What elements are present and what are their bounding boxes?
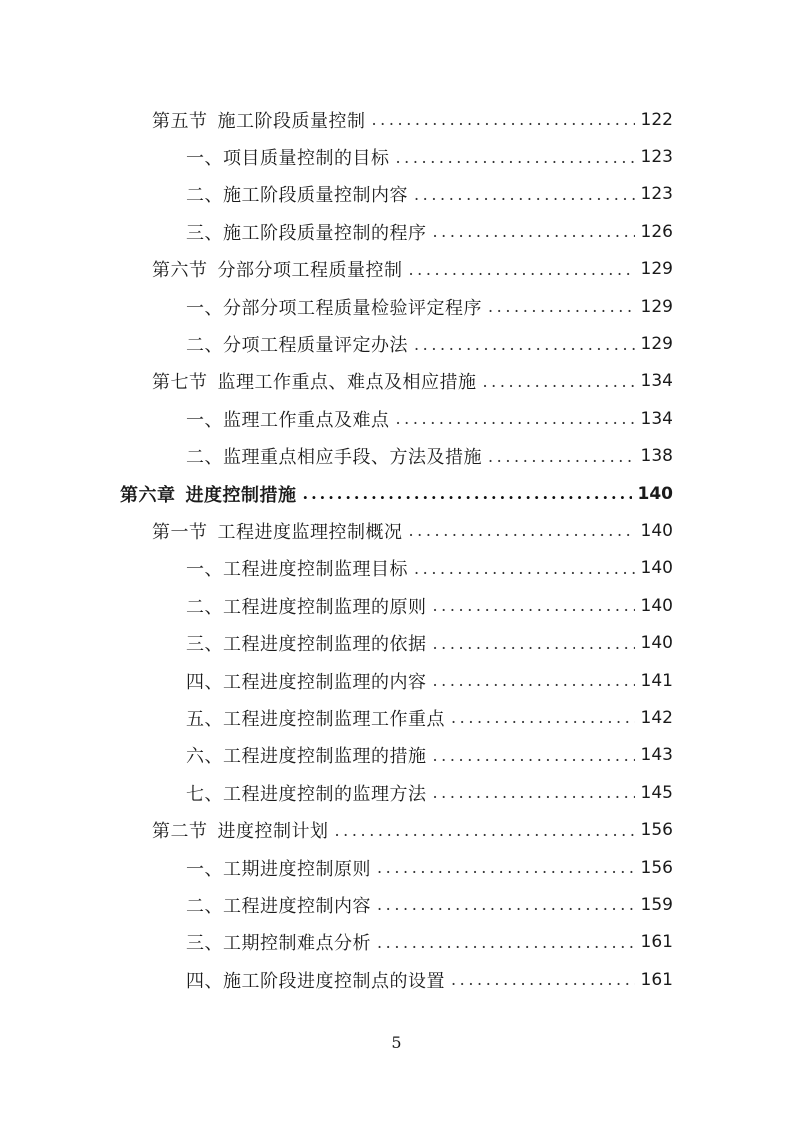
toc-entry-label xyxy=(186,181,408,207)
toc-entry-label xyxy=(186,555,408,581)
toc-dot-leader xyxy=(303,484,632,503)
toc-subsection-entry[interactable] xyxy=(0,213,793,250)
toc-entry-page: 159 xyxy=(640,894,673,915)
toc-subsection-entry[interactable] xyxy=(0,550,793,587)
toc-entry-title: 工期控制难点分析 xyxy=(223,933,371,955)
toc-entry-title: 监理工作重点及难点 xyxy=(223,409,390,431)
toc-dot-leader xyxy=(488,297,635,316)
toc-entry-title: 监理工作重点、难点及相应措施 xyxy=(217,372,477,394)
toc-subsection-entry[interactable] xyxy=(0,325,793,362)
toc-entry-page: 145 xyxy=(640,782,673,803)
toc-dot-leader xyxy=(372,110,635,129)
toc-subsection-entry[interactable] xyxy=(0,138,793,175)
toc-entry-label xyxy=(186,219,427,245)
toc-entry-label xyxy=(186,593,427,619)
toc-subsection-entry[interactable] xyxy=(0,961,793,998)
page-number: 5 xyxy=(391,1033,402,1052)
toc-dot-leader xyxy=(433,746,635,765)
toc-entry-number: 五、 xyxy=(186,708,223,730)
toc-dot-leader xyxy=(377,858,635,877)
toc-subsection-entry[interactable] xyxy=(0,438,793,475)
toc-entry-page: 141 xyxy=(640,670,673,691)
toc-entry-number: 一、 xyxy=(186,297,223,319)
toc-entry-page: 138 xyxy=(640,446,673,467)
toc-subsection-entry[interactable] xyxy=(0,624,793,661)
toc-entry-number: 二、 xyxy=(186,596,223,618)
toc-entry-page: 122 xyxy=(640,109,673,130)
toc-dot-leader xyxy=(433,596,635,615)
toc-entry-title: 工程进度控制内容 xyxy=(223,895,371,917)
toc-entry-number: 第六章 xyxy=(120,484,176,506)
toc-section-entry[interactable] xyxy=(0,363,793,400)
toc-entry-title: 进度控制计划 xyxy=(217,821,329,843)
toc-dot-leader xyxy=(409,521,635,540)
toc-entry-title: 工程进度监理控制概况 xyxy=(217,521,403,543)
toc-dot-leader xyxy=(433,671,635,690)
table-of-contents xyxy=(0,101,793,998)
toc-entry-page: 129 xyxy=(640,296,673,317)
toc-entry-title: 工程进度控制的监理方法 xyxy=(223,783,427,805)
toc-subsection-entry[interactable] xyxy=(0,849,793,886)
toc-entry-number: 七、 xyxy=(186,783,223,805)
toc-entry-title: 分项工程质量评定办法 xyxy=(223,335,408,357)
toc-entry-number: 第七节 xyxy=(152,372,208,394)
toc-entry-title: 监理重点相应手段、方法及措施 xyxy=(223,447,482,469)
toc-entry-number: 二、 xyxy=(186,895,223,917)
toc-entry-label xyxy=(186,144,390,170)
toc-subsection-entry[interactable] xyxy=(0,737,793,774)
toc-entry-number: 四、 xyxy=(186,970,223,992)
toc-entry-number: 二、 xyxy=(186,335,223,357)
toc-subsection-entry[interactable] xyxy=(0,587,793,624)
toc-entry-number: 一、 xyxy=(186,409,223,431)
toc-entry-title: 工程进度控制监理的依据 xyxy=(223,634,427,656)
toc-entry-page: 140 xyxy=(637,483,673,504)
toc-entry-title: 进度控制措施 xyxy=(185,484,297,506)
toc-entry-label xyxy=(152,817,329,843)
toc-dot-leader xyxy=(433,222,635,241)
toc-entry-number: 二、 xyxy=(186,447,223,469)
toc-dot-leader xyxy=(483,372,635,391)
toc-entry-title: 工期进度控制原则 xyxy=(223,858,371,880)
toc-entry-page: 156 xyxy=(640,820,673,841)
toc-subsection-entry[interactable] xyxy=(0,400,793,437)
toc-dot-leader xyxy=(451,970,635,989)
toc-entry-label xyxy=(186,967,445,993)
toc-dot-leader xyxy=(414,559,635,578)
toc-subsection-entry[interactable] xyxy=(0,924,793,961)
toc-entry-page: 142 xyxy=(640,707,673,728)
toc-entry-number: 三、 xyxy=(186,933,223,955)
toc-entry-page: 161 xyxy=(640,932,673,953)
toc-entry-label xyxy=(186,294,482,320)
toc-entry-label xyxy=(186,780,427,806)
toc-entry-number: 六、 xyxy=(186,746,223,768)
toc-entry-number: 第五节 xyxy=(152,110,208,132)
toc-section-entry[interactable] xyxy=(0,101,793,138)
toc-entry-title: 项目质量控制的目标 xyxy=(223,148,390,170)
toc-entry-title: 工程进度控制监理工作重点 xyxy=(223,708,445,730)
toc-dot-leader xyxy=(414,335,635,354)
toc-entry-title: 施工阶段质量控制的程序 xyxy=(223,222,427,244)
toc-entry-number: 二、 xyxy=(186,185,223,207)
toc-entry-label xyxy=(186,705,445,731)
toc-entry-title: 施工阶段质量控制内容 xyxy=(223,185,408,207)
toc-entry-title: 施工阶段进度控制点的设置 xyxy=(223,970,445,992)
toc-entry-page: 161 xyxy=(640,969,673,990)
toc-entry-label xyxy=(152,107,366,133)
toc-entry-number: 第二节 xyxy=(152,821,208,843)
toc-entry-page: 129 xyxy=(640,334,673,355)
toc-entry-number: 第一节 xyxy=(152,521,208,543)
toc-entry-page: 156 xyxy=(640,857,673,878)
toc-entry-label xyxy=(186,668,427,694)
toc-subsection-entry[interactable] xyxy=(0,774,793,811)
toc-entry-title: 分部分项工程质量检验评定程序 xyxy=(223,297,482,319)
toc-dot-leader xyxy=(409,260,635,279)
toc-subsection-entry[interactable] xyxy=(0,662,793,699)
toc-entry-title: 工程进度控制监理的原则 xyxy=(223,596,427,618)
toc-entry-label xyxy=(186,892,371,918)
toc-entry-label xyxy=(186,855,371,881)
toc-dot-leader xyxy=(433,783,635,802)
toc-entry-label xyxy=(152,256,403,282)
toc-entry-label xyxy=(186,331,408,357)
toc-section-entry[interactable] xyxy=(0,811,793,848)
toc-entry-number: 三、 xyxy=(186,222,223,244)
toc-chapter-entry[interactable] xyxy=(0,475,793,512)
toc-dot-leader xyxy=(396,148,635,167)
toc-entry-label xyxy=(186,929,371,955)
toc-entry-title: 施工阶段质量控制 xyxy=(217,110,366,132)
toc-entry-number: 一、 xyxy=(186,148,223,170)
toc-dot-leader xyxy=(377,933,635,952)
toc-entry-label xyxy=(186,443,482,469)
toc-dot-leader xyxy=(377,895,635,914)
toc-subsection-entry[interactable] xyxy=(0,176,793,213)
toc-entry-number: 一、 xyxy=(186,858,223,880)
toc-entry-page: 143 xyxy=(640,745,673,766)
toc-entry-number: 一、 xyxy=(186,559,223,581)
toc-entry-page: 140 xyxy=(640,595,673,616)
toc-dot-leader xyxy=(451,708,635,727)
toc-subsection-entry[interactable] xyxy=(0,886,793,923)
toc-entry-page: 140 xyxy=(640,633,673,654)
toc-entry-page: 140 xyxy=(640,558,673,579)
toc-subsection-entry[interactable] xyxy=(0,288,793,325)
toc-dot-leader xyxy=(396,409,635,428)
toc-entry-title: 分部分项工程质量控制 xyxy=(217,260,403,282)
toc-entry-page: 134 xyxy=(640,408,673,429)
toc-entry-page: 140 xyxy=(640,520,673,541)
toc-entry-title: 工程进度控制监理目标 xyxy=(223,559,408,581)
toc-dot-leader xyxy=(335,821,635,840)
toc-entry-label xyxy=(186,742,427,768)
toc-dot-leader xyxy=(488,447,635,466)
toc-section-entry[interactable] xyxy=(0,251,793,288)
toc-entry-label xyxy=(152,368,477,394)
toc-entry-label xyxy=(186,630,427,656)
toc-entry-label xyxy=(120,481,297,507)
toc-entry-page: 123 xyxy=(640,147,673,168)
toc-entry-label xyxy=(152,518,403,544)
toc-entry-label xyxy=(186,406,390,432)
toc-entry-number: 第六节 xyxy=(152,260,208,282)
toc-entry-page: 129 xyxy=(640,259,673,280)
toc-section-entry[interactable] xyxy=(0,512,793,549)
toc-entry-number: 四、 xyxy=(186,671,223,693)
toc-subsection-entry[interactable] xyxy=(0,699,793,736)
toc-entry-page: 126 xyxy=(640,221,673,242)
toc-entry-page: 123 xyxy=(640,184,673,205)
toc-dot-leader xyxy=(414,185,635,204)
toc-dot-leader xyxy=(433,634,635,653)
toc-entry-title: 工程进度控制监理的措施 xyxy=(223,746,427,768)
toc-entry-number: 三、 xyxy=(186,634,223,656)
toc-entry-title: 工程进度控制监理的内容 xyxy=(223,671,427,693)
toc-entry-page: 134 xyxy=(640,371,673,392)
